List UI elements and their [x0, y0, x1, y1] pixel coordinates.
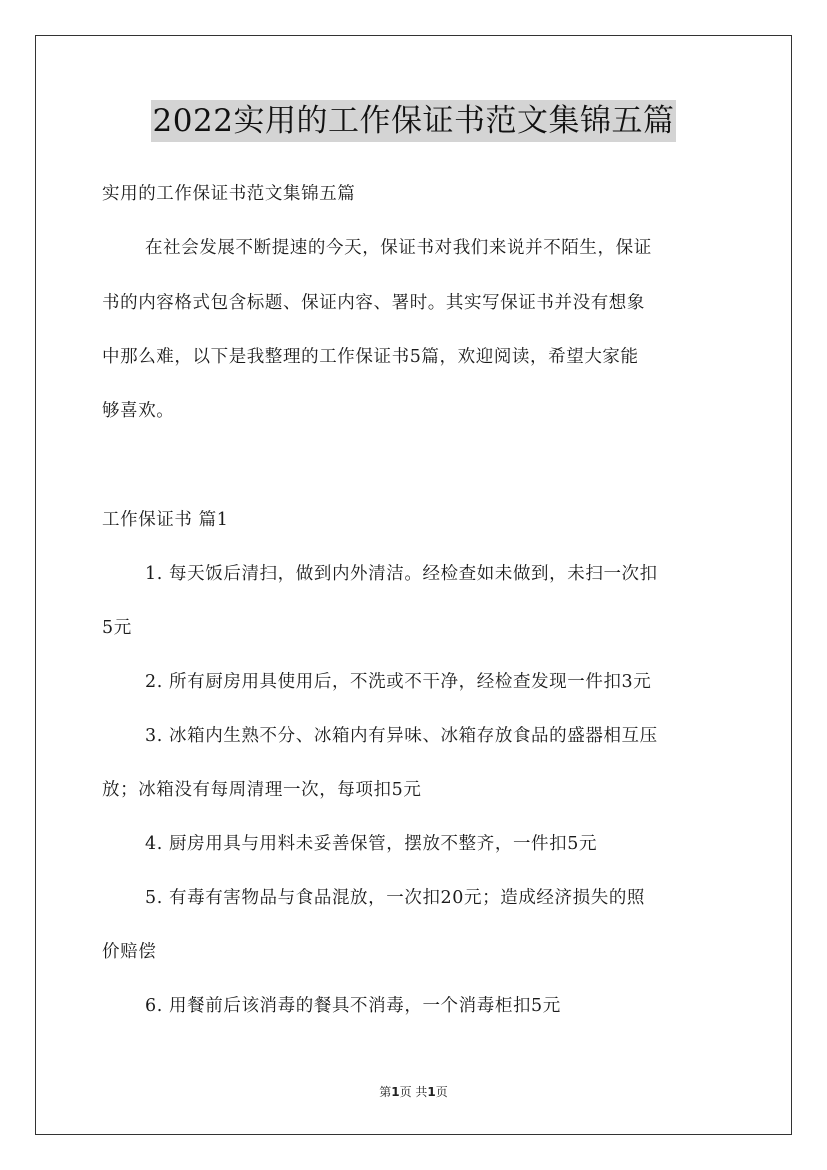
list-item-5-line-2: 价赔偿 [102, 942, 157, 962]
list-item-5-line-1: 5. 有毒有害物品与食品混放，一次扣20元；造成经济损失的照 [145, 888, 646, 908]
intro-line-1: 在社会发展不断提速的今天，保证书对我们来说并不陌生，保证 [145, 238, 652, 258]
title-container [0, 100, 827, 142]
footer-page-number: 1 [391, 1085, 400, 1099]
footer-mid: 页 共 [399, 1085, 428, 1099]
intro-line-4: 够喜欢。 [102, 401, 175, 421]
document-subtitle: 实用的工作保证书范文集锦五篇 [102, 184, 356, 204]
page-footer [0, 1083, 827, 1100]
list-item-6: 6. 用餐前后该消毒的餐具不消毒，一个消毒柜扣5元 [145, 996, 561, 1016]
list-item-3-line-2: 放；冰箱没有每周清理一次，每项扣5元 [102, 780, 422, 800]
list-item-2: 2. 所有厨房用具使用后，不洗或不干净，经检查发现一件扣3元 [145, 672, 652, 692]
list-item-1-line-1: 1. 每天饭后清扫，做到内外清洁。经检查如未做到，未扫一次扣 [145, 564, 658, 584]
section-heading: 工作保证书 篇1 [102, 510, 229, 530]
intro-line-3: 中那么难，以下是我整理的工作保证书5篇，欢迎阅读，希望大家能 [102, 347, 639, 367]
footer-total-pages: 1 [427, 1085, 436, 1099]
document-title: 2022实用的工作保证书范文集锦五篇 [151, 100, 677, 142]
list-item-1-line-2: 5元 [102, 618, 132, 638]
intro-line-2: 书的内容格式包含标题、保证内容、署时。其实写保证书并没有想象 [102, 293, 645, 313]
footer-prefix: 第 [379, 1085, 392, 1099]
list-item-3-line-1: 3. 冰箱内生熟不分、冰箱内有异味、冰箱存放食品的盛器相互压 [145, 726, 658, 746]
list-item-4: 4. 厨房用具与用料未妥善保管，摆放不整齐，一件扣5元 [145, 834, 598, 854]
footer-suffix: 页 [435, 1085, 448, 1099]
